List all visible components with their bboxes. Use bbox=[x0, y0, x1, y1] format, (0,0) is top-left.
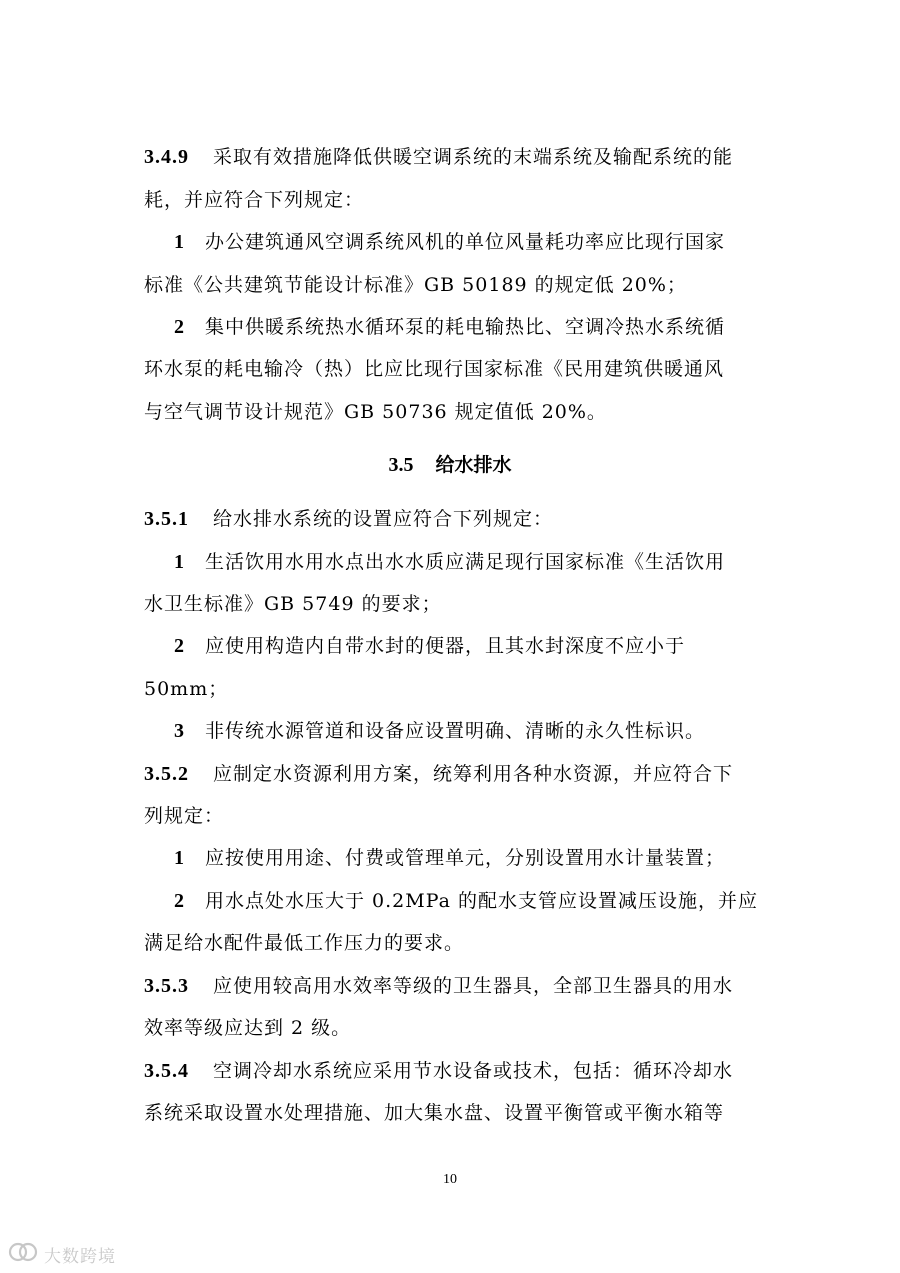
item-number: 1 bbox=[174, 847, 185, 869]
section-number: 3.5 bbox=[388, 454, 414, 476]
item-text: 用水点处水压大于 0.2MPa 的配水支管应设置减压设施，并应 bbox=[205, 890, 759, 912]
page-number: 10 bbox=[443, 1172, 457, 1187]
clause-3-5-3-line2: 效率等级应达到 2 级。 bbox=[144, 1017, 352, 1039]
brand-logo-icon bbox=[8, 1241, 38, 1267]
item-text: 集中供暖系统热水循环泵的耗电输热比、空调冷热水系统循 bbox=[205, 316, 726, 338]
item-2-line1 bbox=[144, 307, 794, 347]
clause-3-4-9-line2: 耗，并应符合下列规定： bbox=[144, 189, 365, 211]
item-text: 办公建筑通风空调系统风机的单位风量耗功率应比现行国家 bbox=[205, 231, 726, 253]
clause-text: 采取有效措施降低供暖空调系统的末端系统及输配系统的能 bbox=[213, 146, 734, 168]
item-1-line1 bbox=[144, 542, 794, 582]
clause-3-5-2-line1 bbox=[144, 754, 764, 794]
item-2-line1 bbox=[144, 881, 794, 921]
clause-number: 3.5.3 bbox=[144, 975, 189, 997]
clause-3-5-1-line1 bbox=[144, 499, 764, 539]
clause-number: 3.4.9 bbox=[144, 146, 189, 168]
clause-number: 3.5.2 bbox=[144, 763, 189, 785]
item-number: 2 bbox=[174, 890, 185, 912]
item-1-line1 bbox=[144, 222, 794, 262]
item-2-line1 bbox=[144, 626, 794, 666]
clause-text: 应制定水资源利用方案，统筹利用各种水资源，并应符合下 bbox=[213, 763, 734, 785]
clause-3-5-4-line1 bbox=[144, 1051, 764, 1091]
item-1-line2: 标准《公共建筑节能设计标准》GB 50189 的规定低 20%； bbox=[144, 274, 687, 296]
clause-3-5-2-line2: 列规定： bbox=[144, 805, 225, 827]
clause-text: 空调冷却水系统应采用节水设备或技术，包括：循环冷却水 bbox=[213, 1060, 734, 1082]
item-2-line2: 环水泵的耗电输冷（热）比应比现行国家标准《民用建筑供暖通风 bbox=[144, 358, 725, 380]
item-2-line2: 50mm； bbox=[144, 678, 229, 700]
section-heading bbox=[0, 445, 900, 485]
item-1-line2: 水卫生标准》GB 5749 的要求； bbox=[144, 593, 442, 615]
item-2-line2: 满足给水配件最低工作压力的要求。 bbox=[144, 932, 465, 954]
item-number: 2 bbox=[174, 635, 185, 657]
item-number: 2 bbox=[174, 316, 185, 338]
item-number: 3 bbox=[174, 720, 185, 742]
item-text: 生活饮用水用水点出水水质应满足现行国家标准《生活饮用 bbox=[205, 551, 726, 573]
section-title-text: 给水排水 bbox=[435, 454, 512, 476]
watermark bbox=[8, 1240, 116, 1268]
clause-number: 3.5.1 bbox=[144, 508, 189, 530]
item-number: 1 bbox=[174, 231, 185, 253]
clause-text: 应使用较高用水效率等级的卫生器具，全部卫生器具的用水 bbox=[213, 975, 734, 997]
clause-3-5-3-line1 bbox=[144, 966, 764, 1006]
item-text: 应使用构造内自带水封的便器，且其水封深度不应小于 bbox=[205, 635, 686, 657]
clause-3-5-4-line2: 系统采取设置水处理措施、加大集水盘、设置平衡管或平衡水箱等 bbox=[144, 1102, 725, 1124]
clause-number: 3.5.4 bbox=[144, 1060, 189, 1082]
clause-3-4-9-line1 bbox=[144, 137, 764, 177]
item-number: 1 bbox=[174, 551, 185, 573]
item-1-line1 bbox=[144, 838, 794, 878]
item-text: 非传统水源管道和设备应设置明确、清晰的永久性标识。 bbox=[205, 720, 706, 742]
item-2-line3: 与空气调节设计规范》GB 50736 规定值低 20%。 bbox=[144, 401, 607, 423]
item-3-line1 bbox=[144, 711, 794, 751]
watermark-text: 大数跨境 bbox=[44, 1246, 116, 1267]
item-text: 应按使用用途、付费或管理单元，分别设置用水计量装置； bbox=[205, 847, 726, 869]
clause-text: 给水排水系统的设置应符合下列规定： bbox=[213, 508, 554, 530]
